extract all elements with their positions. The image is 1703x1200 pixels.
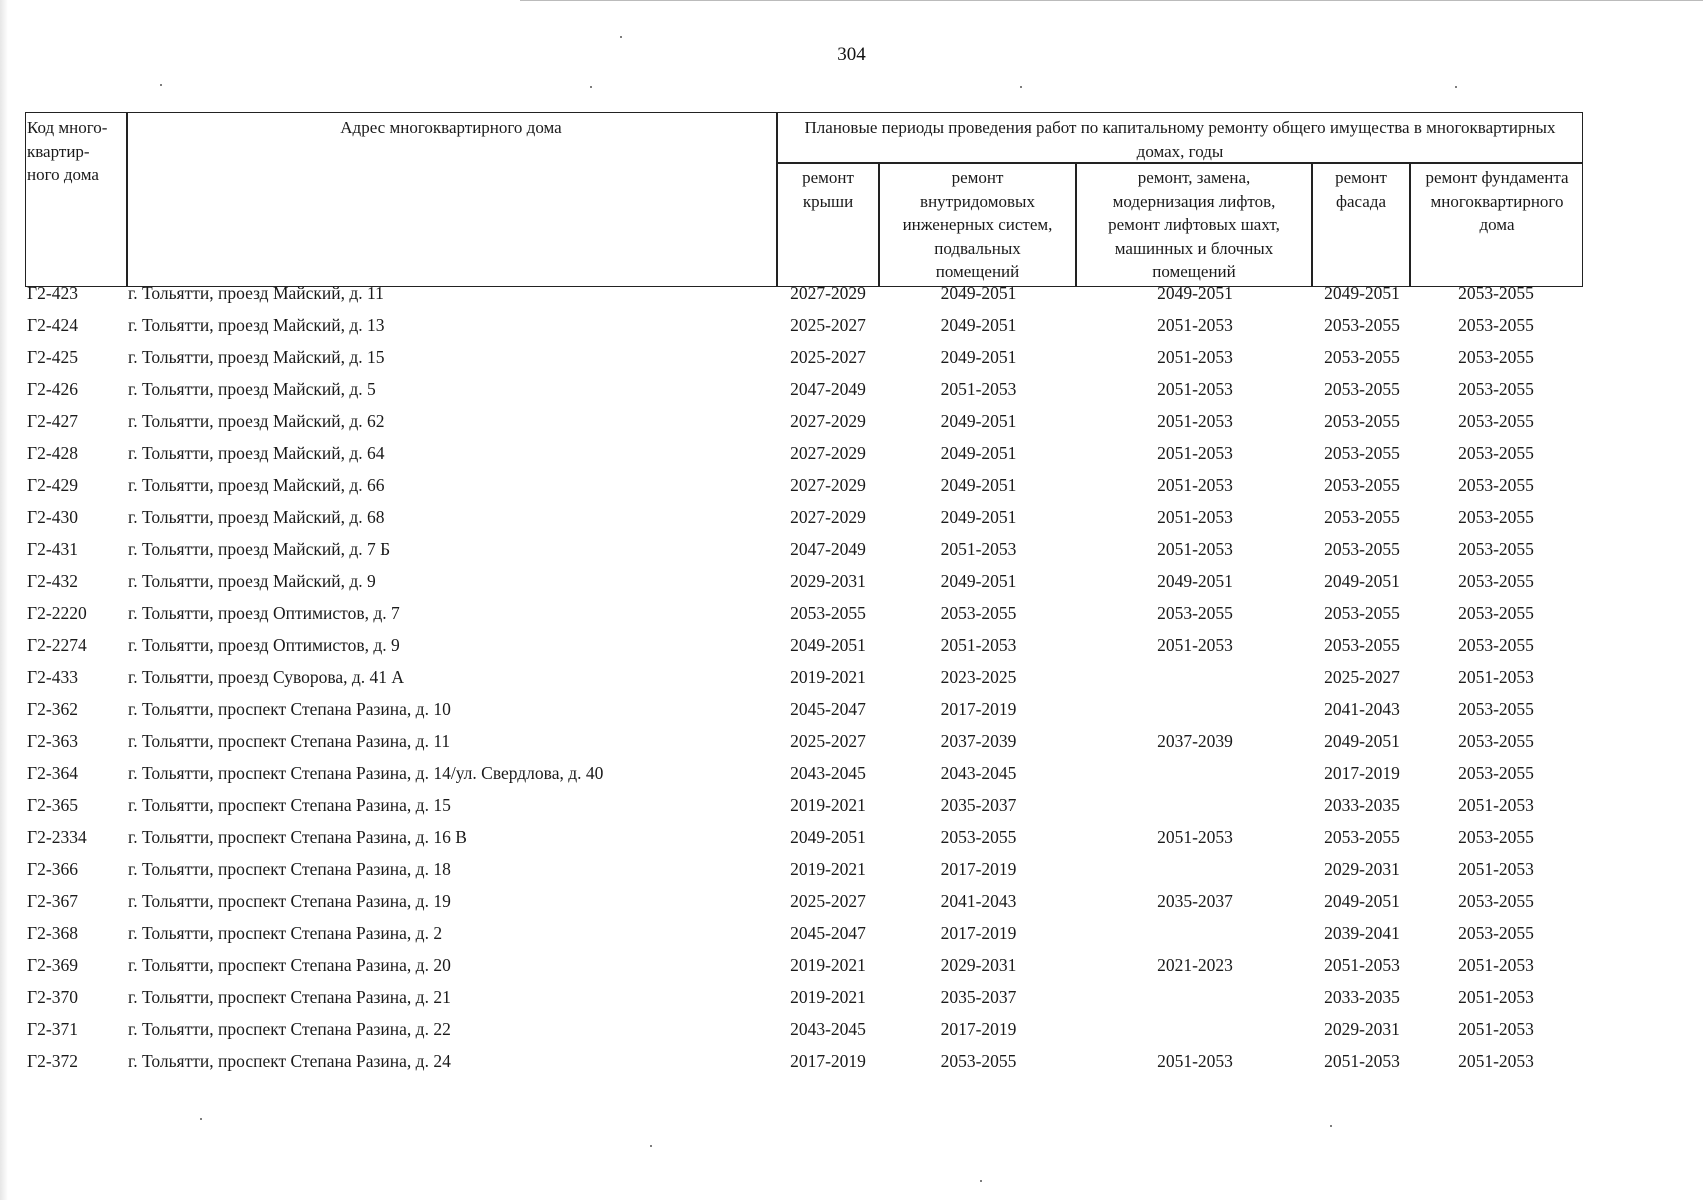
row-foundation: 2053-2055 xyxy=(1458,411,1534,431)
row-engineering: 2029-2031 xyxy=(940,955,1017,975)
row-lifts: 2053-2055 xyxy=(1157,603,1233,623)
header-code: Код много- квартир- ного дома xyxy=(27,118,108,184)
row-facade: 2053-2055 xyxy=(1324,507,1400,527)
row-engineering: 2053-2055 xyxy=(940,1051,1017,1071)
table-row xyxy=(0,795,1703,825)
table-row xyxy=(0,955,1703,985)
row-address: г. Тольятти, проезд Майский, д. 15 xyxy=(128,347,385,367)
row-address: г. Тольятти, проезд Оптимистов, д. 9 xyxy=(128,635,400,655)
row-lifts: 2051-2053 xyxy=(1157,379,1233,399)
row-roof: 2053-2055 xyxy=(790,603,866,623)
row-address: г. Тольятти, проспект Степана Разина, д. 21 xyxy=(128,987,451,1007)
row-roof: 2025-2027 xyxy=(790,731,866,751)
row-code: Г2-364 xyxy=(27,763,78,783)
row-lifts: 2051-2053 xyxy=(1157,507,1233,527)
row-engineering: 2049-2051 xyxy=(940,411,1017,431)
row-engineering: 2017-2019 xyxy=(940,859,1017,879)
row-roof: 2047-2049 xyxy=(790,539,866,559)
table-row xyxy=(0,763,1703,793)
row-engineering: 2017-2019 xyxy=(940,1019,1017,1039)
table-row xyxy=(0,731,1703,761)
row-address: г. Тольятти, проспект Степана Разина, д. 16 В xyxy=(128,827,467,847)
row-roof: 2025-2027 xyxy=(790,347,866,367)
row-roof: 2027-2029 xyxy=(790,475,866,495)
row-code: Г2-368 xyxy=(27,923,78,943)
row-facade: 2029-2031 xyxy=(1324,859,1400,879)
row-engineering: 2035-2037 xyxy=(940,795,1017,815)
row-foundation: 2051-2053 xyxy=(1458,795,1534,815)
header-engineering: ремонт внутридомовых инженерных систем, подвальных помещений xyxy=(902,168,1053,281)
row-code: Г2-363 xyxy=(27,731,78,751)
row-foundation: 2053-2055 xyxy=(1458,315,1534,335)
row-roof: 2045-2047 xyxy=(790,699,866,719)
row-engineering: 2017-2019 xyxy=(940,923,1017,943)
row-code: Г2-424 xyxy=(27,315,78,335)
row-foundation: 2053-2055 xyxy=(1458,507,1534,527)
table-row xyxy=(0,827,1703,857)
table-row xyxy=(0,699,1703,729)
row-lifts: 2035-2037 xyxy=(1157,891,1233,911)
row-roof: 2019-2021 xyxy=(790,987,866,1007)
row-address: г. Тольятти, проезд Майский, д. 68 xyxy=(128,507,385,527)
scan-speck xyxy=(650,1145,652,1147)
row-code: Г2-372 xyxy=(27,1051,78,1071)
row-facade: 2053-2055 xyxy=(1324,443,1400,463)
row-roof: 2047-2049 xyxy=(790,379,866,399)
row-foundation: 2051-2053 xyxy=(1458,1019,1534,1039)
row-facade: 2053-2055 xyxy=(1324,635,1400,655)
table-row xyxy=(0,1019,1703,1049)
row-code: Г2-429 xyxy=(27,475,78,495)
row-foundation: 2053-2055 xyxy=(1458,891,1534,911)
row-code: Г2-2334 xyxy=(27,827,87,847)
row-roof: 2043-2045 xyxy=(790,1019,866,1039)
header-roof: ремонт крыши xyxy=(802,168,854,211)
table-row xyxy=(0,859,1703,889)
table-row xyxy=(0,507,1703,537)
row-foundation: 2051-2053 xyxy=(1458,667,1534,687)
scan-speck xyxy=(1330,1125,1332,1127)
row-facade: 2053-2055 xyxy=(1324,475,1400,495)
row-foundation: 2053-2055 xyxy=(1458,603,1534,623)
row-roof: 2049-2051 xyxy=(790,827,866,847)
row-address: г. Тольятти, проезд Майский, д. 66 xyxy=(128,475,385,495)
row-code: Г2-427 xyxy=(27,411,78,431)
row-roof: 2029-2031 xyxy=(790,571,866,591)
row-roof: 2019-2021 xyxy=(790,859,866,879)
row-code: Г2-369 xyxy=(27,955,78,975)
row-facade: 2053-2055 xyxy=(1324,827,1400,847)
page-number: 304 xyxy=(837,44,866,65)
row-code: Г2-432 xyxy=(27,571,78,591)
scan-speck xyxy=(620,36,622,38)
row-engineering: 2049-2051 xyxy=(940,475,1017,495)
scan-speck xyxy=(160,84,162,86)
row-code: Г2-430 xyxy=(27,507,78,527)
row-engineering: 2049-2051 xyxy=(940,571,1017,591)
scan-speck xyxy=(590,86,592,88)
table-row xyxy=(0,347,1703,377)
row-address: г. Тольятти, проезд Майский, д. 5 xyxy=(128,379,376,399)
table-row xyxy=(0,923,1703,953)
table-row xyxy=(0,379,1703,409)
row-code: Г2-433 xyxy=(27,667,78,687)
header-address: Адрес многоквартирного дома xyxy=(340,118,562,137)
row-code: Г2-365 xyxy=(27,795,78,815)
row-roof: 2027-2029 xyxy=(790,507,866,527)
row-facade: 2051-2053 xyxy=(1324,1051,1400,1071)
row-facade: 2017-2019 xyxy=(1324,763,1400,783)
row-address: г. Тольятти, проезд Майский, д. 9 xyxy=(128,571,376,591)
table-row xyxy=(0,539,1703,569)
row-roof: 2019-2021 xyxy=(790,955,866,975)
row-lifts: 2051-2053 xyxy=(1157,475,1233,495)
table-row xyxy=(0,411,1703,441)
header-periods-group: Плановые периоды проведения работ по капитальному ремонту общего имущества в многоквартирных домах, годы xyxy=(804,118,1556,161)
table-row xyxy=(0,667,1703,697)
row-engineering: 2023-2025 xyxy=(940,667,1017,687)
row-facade: 2051-2053 xyxy=(1324,955,1400,975)
row-address: г. Тольятти, проспект Степана Разина, д. 20 xyxy=(128,955,451,975)
row-facade: 2039-2041 xyxy=(1324,923,1400,943)
scan-speck xyxy=(200,1118,202,1120)
row-engineering: 2043-2045 xyxy=(940,763,1017,783)
row-lifts: 2051-2053 xyxy=(1157,635,1233,655)
row-address: г. Тольятти, проезд Майский, д. 7 Б xyxy=(128,539,391,559)
row-foundation: 2053-2055 xyxy=(1458,443,1534,463)
row-facade: 2053-2055 xyxy=(1324,315,1400,335)
row-foundation: 2053-2055 xyxy=(1458,635,1534,655)
table-row xyxy=(0,891,1703,921)
table-row xyxy=(0,315,1703,345)
row-facade: 2049-2051 xyxy=(1324,731,1400,751)
row-facade: 2053-2055 xyxy=(1324,379,1400,399)
row-roof: 2025-2027 xyxy=(790,315,866,335)
table-row xyxy=(0,1051,1703,1081)
row-lifts: 2051-2053 xyxy=(1157,539,1233,559)
row-foundation: 2053-2055 xyxy=(1458,539,1534,559)
row-engineering: 2053-2055 xyxy=(940,827,1017,847)
row-engineering: 2053-2055 xyxy=(940,603,1017,623)
row-foundation: 2053-2055 xyxy=(1458,923,1534,943)
row-address: г. Тольятти, проспект Степана Разина, д. 2 xyxy=(128,923,443,943)
row-facade: 2029-2031 xyxy=(1324,1019,1400,1039)
row-address: г. Тольятти, проспект Степана Разина, д. 22 xyxy=(128,1019,451,1039)
row-code: Г2-425 xyxy=(27,347,78,367)
row-engineering: 2041-2043 xyxy=(940,891,1017,911)
row-facade: 2053-2055 xyxy=(1324,411,1400,431)
row-code: Г2-426 xyxy=(27,379,78,399)
row-lifts: 2037-2039 xyxy=(1157,731,1233,751)
row-code: Г2-370 xyxy=(27,987,78,1007)
row-foundation: 2051-2053 xyxy=(1458,859,1534,879)
row-roof: 2043-2045 xyxy=(790,763,866,783)
row-address: г. Тольятти, проезд Майский, д. 13 xyxy=(128,315,385,335)
header-lifts: ремонт, замена, модернизация лифтов, ремонт лифтовых шахт, машинных и блочных помещений xyxy=(1108,168,1280,281)
row-facade: 2025-2027 xyxy=(1324,667,1400,687)
row-code: Г2-371 xyxy=(27,1019,78,1039)
row-facade: 2053-2055 xyxy=(1324,539,1400,559)
row-foundation: 2053-2055 xyxy=(1458,475,1534,495)
row-roof: 2025-2027 xyxy=(790,891,866,911)
row-foundation: 2053-2055 xyxy=(1458,379,1534,399)
row-lifts: 2049-2051 xyxy=(1157,571,1233,591)
row-address: г. Тольятти, проезд Майский, д. 11 xyxy=(128,283,384,303)
row-facade: 2049-2051 xyxy=(1324,891,1400,911)
row-foundation: 2053-2055 xyxy=(1458,347,1534,367)
row-address: г. Тольятти, проезд Майский, д. 62 xyxy=(128,411,385,431)
row-address: г. Тольятти, проспект Степана Разина, д. 19 xyxy=(128,891,451,911)
row-foundation: 2053-2055 xyxy=(1458,763,1534,783)
row-facade: 2033-2035 xyxy=(1324,987,1400,1007)
scan-speck xyxy=(980,1180,982,1182)
row-roof: 2027-2029 xyxy=(790,411,866,431)
row-roof: 2049-2051 xyxy=(790,635,866,655)
row-address: г. Тольятти, проспект Степана Разина, д. 24 xyxy=(128,1051,451,1071)
row-lifts: 2051-2053 xyxy=(1157,443,1233,463)
row-lifts: 2021-2023 xyxy=(1157,955,1233,975)
row-address: г. Тольятти, проспект Степана Разина, д. 15 xyxy=(128,795,451,815)
row-roof: 2027-2029 xyxy=(790,443,866,463)
row-roof: 2019-2021 xyxy=(790,667,866,687)
row-foundation: 2051-2053 xyxy=(1458,987,1534,1007)
row-facade: 2049-2051 xyxy=(1324,283,1400,303)
row-engineering: 2037-2039 xyxy=(940,731,1017,751)
row-address: г. Тольятти, проспект Степана Разина, д. 18 xyxy=(128,859,451,879)
row-address: г. Тольятти, проезд Суворова, д. 41 А xyxy=(128,667,405,687)
row-code: Г2-2274 xyxy=(27,635,87,655)
header-facade: ремонт фасада xyxy=(1335,168,1387,211)
row-code: Г2-428 xyxy=(27,443,78,463)
table-row xyxy=(0,571,1703,601)
row-code: Г2-367 xyxy=(27,891,78,911)
row-address: г. Тольятти, проспект Степана Разина, д. 11 xyxy=(128,731,451,751)
row-engineering: 2049-2051 xyxy=(940,507,1017,527)
row-foundation: 2053-2055 xyxy=(1458,571,1534,591)
row-lifts: 2051-2053 xyxy=(1157,315,1233,335)
row-foundation: 2051-2053 xyxy=(1458,955,1534,975)
row-address: г. Тольятти, проезд Майский, д. 64 xyxy=(128,443,385,463)
row-engineering: 2049-2051 xyxy=(940,347,1017,367)
header-foundation: ремонт фундамента многоквартирного дома xyxy=(1425,168,1569,234)
row-engineering: 2049-2051 xyxy=(940,443,1017,463)
row-engineering: 2051-2053 xyxy=(940,379,1017,399)
row-foundation: 2053-2055 xyxy=(1458,699,1534,719)
row-code: Г2-366 xyxy=(27,859,78,879)
row-address: г. Тольятти, проспект Степана Разина, д. 14/ул. Свердлова, д. 40 xyxy=(128,763,604,783)
row-foundation: 2053-2055 xyxy=(1458,827,1534,847)
row-lifts: 2049-2051 xyxy=(1157,283,1233,303)
row-lifts: 2051-2053 xyxy=(1157,827,1233,847)
table-row xyxy=(0,283,1703,313)
row-engineering: 2049-2051 xyxy=(940,315,1017,335)
row-facade: 2041-2043 xyxy=(1324,699,1400,719)
row-address: г. Тольятти, проспект Степана Разина, д. 10 xyxy=(128,699,451,719)
row-code: Г2-362 xyxy=(27,699,78,719)
row-lifts: 2051-2053 xyxy=(1157,411,1233,431)
row-roof: 2017-2019 xyxy=(790,1051,866,1071)
row-code: Г2-2220 xyxy=(27,603,87,623)
row-roof: 2019-2021 xyxy=(790,795,866,815)
table-row xyxy=(0,443,1703,473)
row-engineering: 2049-2051 xyxy=(940,283,1017,303)
scan-speck xyxy=(1455,86,1457,88)
table-row xyxy=(0,987,1703,1017)
row-roof: 2027-2029 xyxy=(790,283,866,303)
row-code: Г2-431 xyxy=(27,539,78,559)
top-rule xyxy=(520,0,1703,1)
row-engineering: 2017-2019 xyxy=(940,699,1017,719)
table-row xyxy=(0,475,1703,505)
row-foundation: 2051-2053 xyxy=(1458,1051,1534,1071)
row-facade: 2053-2055 xyxy=(1324,603,1400,623)
row-engineering: 2051-2053 xyxy=(940,635,1017,655)
row-facade: 2053-2055 xyxy=(1324,347,1400,367)
table-row xyxy=(0,635,1703,665)
table-row xyxy=(0,603,1703,633)
row-roof: 2045-2047 xyxy=(790,923,866,943)
row-foundation: 2053-2055 xyxy=(1458,731,1534,751)
scan-speck xyxy=(1020,86,1022,88)
row-engineering: 2051-2053 xyxy=(940,539,1017,559)
row-facade: 2033-2035 xyxy=(1324,795,1400,815)
row-address: г. Тольятти, проезд Оптимистов, д. 7 xyxy=(128,603,400,623)
row-facade: 2049-2051 xyxy=(1324,571,1400,591)
row-lifts: 2051-2053 xyxy=(1157,347,1233,367)
row-engineering: 2035-2037 xyxy=(940,987,1017,1007)
row-code: Г2-423 xyxy=(27,283,78,303)
row-lifts: 2051-2053 xyxy=(1157,1051,1233,1071)
row-foundation: 2053-2055 xyxy=(1458,283,1534,303)
